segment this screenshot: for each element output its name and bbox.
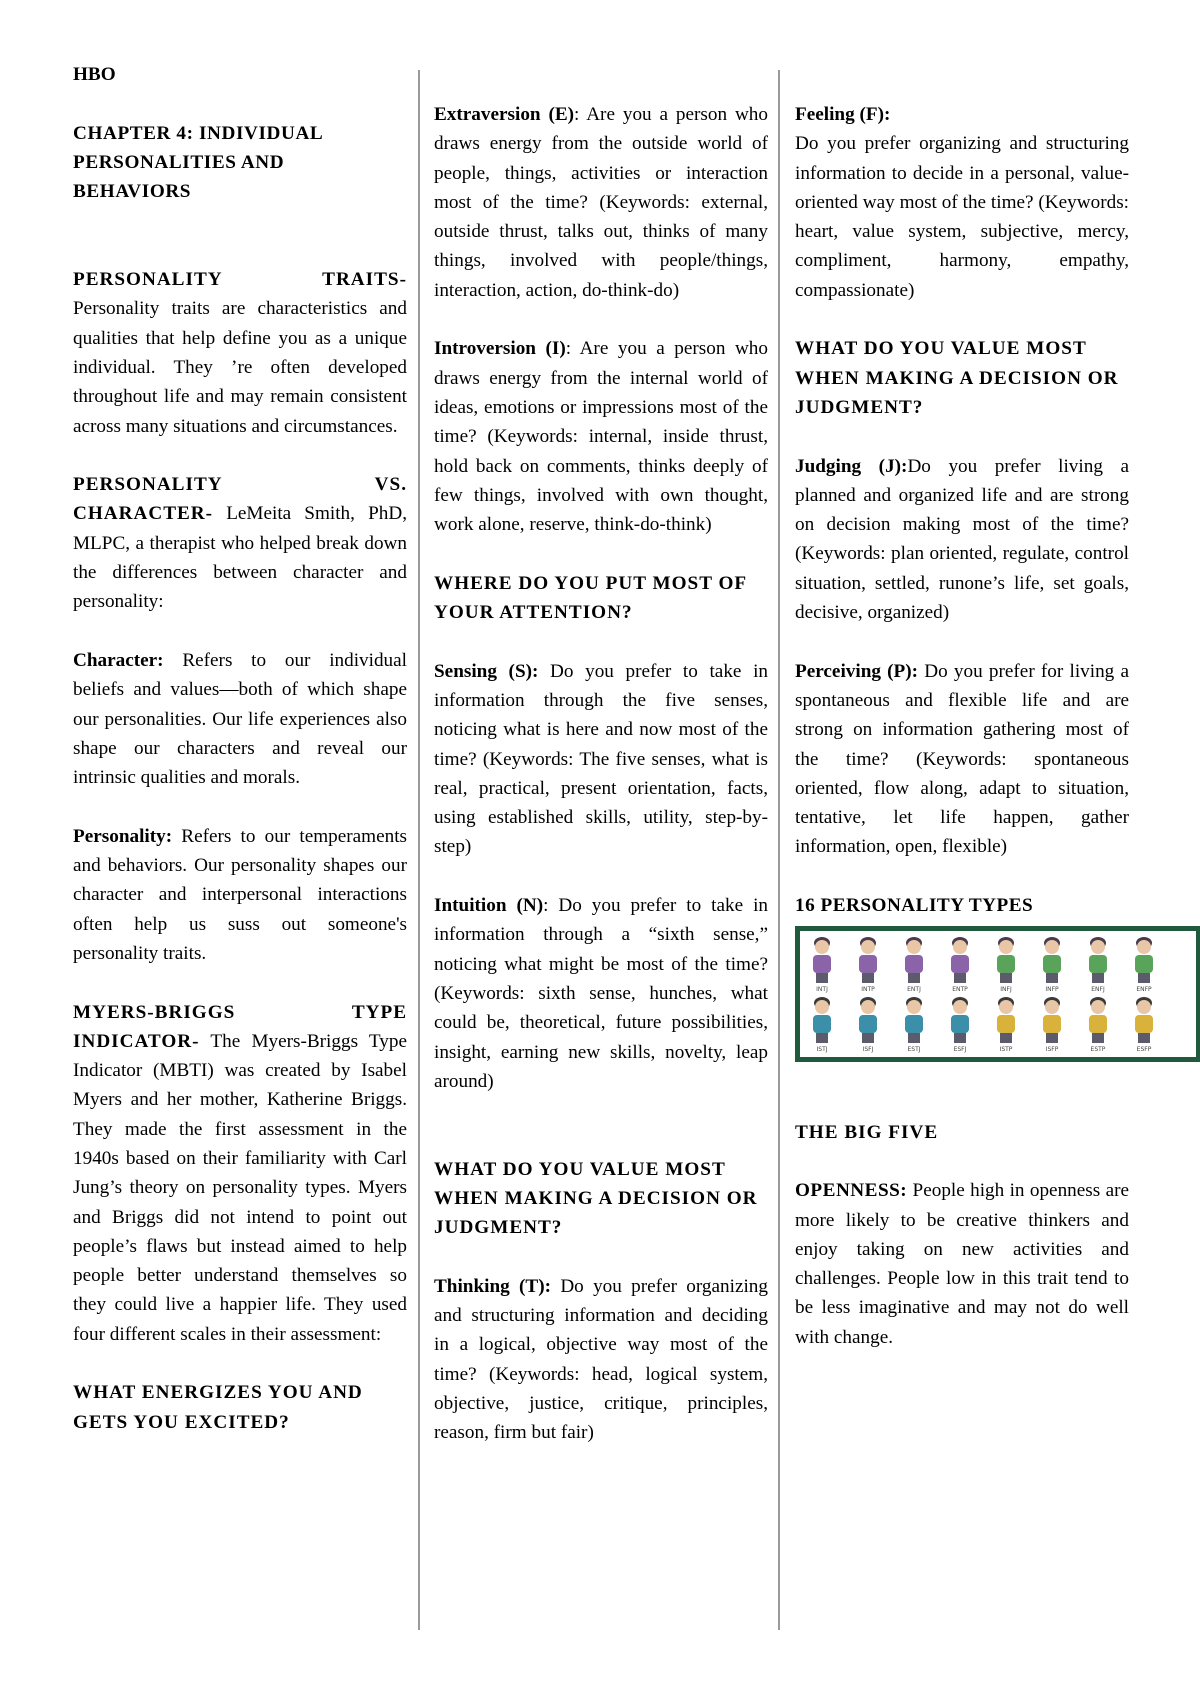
type-label-enfp: ENFP — [1136, 986, 1152, 994]
personality-vs-character-paragraph: PERSONALITY VS. CHARACTER- LeMeita Smith, PhD, MLPC, a therapist who helped break down the differences between character and personality: — [73, 474, 407, 613]
type-label-intp: INTP — [861, 986, 875, 994]
judging-label: Judging (J): — [795, 455, 908, 477]
type-label-isfj: ISFJ — [862, 1046, 874, 1054]
personality-traits-heading: PERSONALITY TRAITS- — [73, 269, 407, 291]
judging-paragraph: Judging (J):Do you prefer living a planned and organized life and are strong on decision making most of the time? (Keywords: plan oriented, regulate, control situation, settled, runone’s life, set goals, decisive, organized) — [795, 455, 1129, 624]
personality-figure-esfj — [951, 997, 969, 1053]
type-label-infj: INFJ — [1000, 986, 1012, 994]
type-label-istj: ISTJ — [816, 1046, 828, 1054]
personality-figure-esfp — [1135, 997, 1153, 1053]
perceiving-paragraph: Perceiving (P): Do you prefer for living a spontaneous and flexible life and are strong on information gathering most of the time? (Keywords: spontaneous oriented, flow along, adapt to situation, tentative, let life happen, gather information, open, flexible) — [795, 660, 1129, 858]
personality-figure-infj — [997, 937, 1015, 993]
personality-figure-estj — [905, 997, 923, 1053]
type-label-esfp: ESFP — [1136, 1046, 1152, 1054]
type-label-istp: ISTP — [999, 1046, 1013, 1054]
types-heading: 16 PERSONALITY TYPES — [795, 895, 1034, 917]
decision-heading-col2: WHAT DO YOU VALUE MOST WHEN MAKING A DECISION OR JUDGMENT? — [434, 1158, 758, 1239]
mbti-paragraph: MYERS-BRIGGS TYPE INDICATOR- The Myers-Briggs Type Indicator (MBTI) was created by Isabel Myers and her mother, Katherine Briggs. They made the first assessment in the 1940s based on their familiarity with Carl Jung’s theory on personality types. Myers and Briggs did not intend to point out people’s flaws but instead aimed to help people better understand themselves so they could live a happier life. They used four different scales in their assessment: — [73, 1001, 407, 1345]
personality-figure-enfp — [1135, 937, 1153, 993]
personality-traits-text: Personality traits are characteristics and qualities that help define you as a unique individual. They ’re often developed throughout life and may remain consistent across many situations and circumstances. — [73, 298, 407, 437]
openness-paragraph: OPENNESS: People high in openness are more likely to be creative thinkers and enjoy taking on new activities and challenges. People low in this trait tend to be less imaginative and may not do well with change. — [795, 1180, 1129, 1348]
attention-heading: WHERE DO YOU PUT MOST OF YOUR ATTENTION? — [434, 572, 747, 624]
course-title: HBO — [73, 64, 116, 85]
column-3 — [795, 100, 1152, 1381]
type-label-intj: INTJ — [816, 986, 828, 994]
perceiving-label: Perceiving (P): — [795, 660, 919, 682]
intuition-paragraph: Intuition (N): Do you prefer to take in information through a “sixth sense,” noticing what might be most of the time? (Keywords: sixth sense, hunches, what could be, theoretical, future possibilities, insight, earning new skills, novelty, leap around) — [434, 895, 768, 1092]
personality-types-illustration — [795, 926, 1191, 1062]
personality-types-figures — [800, 931, 1196, 1057]
personality-figure-entp — [951, 937, 969, 993]
personality-figure-isfj — [859, 997, 877, 1053]
type-label-entj: ENTJ — [907, 986, 921, 994]
type-label-enfj: ENFJ — [1091, 986, 1105, 994]
personality-vs-character-text: LeMeita Smith, PhD, MLPC, a therapist who helped break down the differences between character and personality: — [73, 503, 407, 613]
energize-heading: WHAT ENERGIZES YOU AND GETS YOU EXCITED? — [73, 1382, 363, 1433]
type-label-estp: ESTP — [1090, 1046, 1106, 1054]
extraversion-label: Extraversion (E) — [434, 104, 575, 125]
sensing-label: Sensing (S): — [434, 660, 539, 682]
sensing-paragraph: Sensing (S): Do you prefer to take in information through the five senses, noticing what is here and now most of the time? (Keywords: The five senses, what is real, practical, present orientation, facts, using established skills, utility, step-by-step) — [434, 660, 768, 858]
personality-paragraph: Personality: Refers to our temperaments and behaviors. Our personality shapes our character and interpersonal interactions often help us suss out someone's personality traits. — [73, 825, 407, 964]
column-separator-2 — [778, 70, 780, 1630]
personality-figure-intj — [813, 937, 831, 993]
character-label: Character: — [73, 649, 164, 671]
type-label-infp: INFP — [1045, 986, 1059, 994]
decision-heading-col3: WHAT DO YOU VALUE MOST WHEN MAKING A DECISION OR JUDGMENT? — [795, 338, 1119, 418]
personality-label: Personality: — [73, 825, 173, 847]
type-label-esfj: ESFJ — [953, 1046, 967, 1054]
personality-figure-istj — [813, 997, 831, 1053]
introversion-label: Introversion (I) — [434, 338, 566, 360]
intuition-label: Intuition (N) — [434, 895, 544, 917]
personality-figure-estp — [1089, 997, 1107, 1053]
personality-figure-istp — [997, 997, 1015, 1053]
personality-figure-enfj — [1089, 937, 1107, 993]
openness-label: OPENNESS: — [795, 1180, 908, 1202]
extraversion-paragraph: Extraversion (E): Are you a person who draws energy from the outside world of people, things, activities or interaction most of the time? (Keywords: external, outside thrust, talks out, thinks of many things, involved with people/things, interaction, action, do-think-do) — [434, 104, 768, 301]
personality-figure-isfp — [1043, 997, 1061, 1053]
type-label-estj: ESTJ — [907, 1046, 921, 1054]
thinking-label: Thinking (T): — [434, 1275, 552, 1297]
type-label-isfp: ISFP — [1045, 1046, 1059, 1054]
introversion-paragraph: Introversion (I): Are you a person who draws energy from the internal world of ideas, emotions or impressions most of the time? (Keywords: internal, inside thrust, hold back on comments, thinks deeply of few things, involved with own thought, work alone, reserve, think-do-think) — [434, 338, 768, 536]
column-separator-1 — [418, 70, 420, 1630]
type-label-entp: ENTP — [952, 986, 968, 994]
mbti-text: The Myers-Briggs Type Indicator (MBTI) was created by Isabel Myers and her mother, Katherine Briggs. They made the first assessment in the 1940s based on their familiarity with Carl Jung’s theory on personality types. Myers and Briggs did not intend to point out people’s flaws but instead aimed to help people better understand themselves so they could live a happier life. They used four different scales in their assessment: — [73, 1030, 407, 1345]
feeling-paragraph: Feeling (F): Do you prefer organizing and structuring information to decide in a personal, value-oriented way most of the time? (Keywords: heart, value system, subjective, mercy, compliment, harmony, empathy, compassionate) — [795, 104, 1129, 301]
personality-types-frame — [795, 926, 1200, 1062]
column-1 — [73, 60, 407, 1466]
personality-figure-entj — [905, 937, 923, 993]
thinking-paragraph: Thinking (T): Do you prefer organizing and structuring information and deciding in a logical, objective way most of the time? (Keywords: head, logical system, objective, justice, critique, principles, reason, firm but fair) — [434, 1275, 768, 1444]
feeling-label: Feeling (F): — [795, 104, 891, 125]
big-five-heading: THE BIG FIVE — [795, 1121, 939, 1143]
character-paragraph: Character: Refers to our individual beliefs and values—both of which shape our personalities. Our life experiences also shape our characters and reveal our intrinsic qualities and morals. — [73, 649, 408, 789]
personality-figure-infp — [1043, 937, 1061, 993]
personality-figure-intp — [859, 937, 877, 993]
chapter-title: CHAPTER 4: INDIVIDUAL PERSONALITIES AND BEHAVIORS — [73, 122, 323, 203]
column-2 — [434, 100, 768, 1477]
personality-traits-paragraph — [73, 265, 407, 441]
